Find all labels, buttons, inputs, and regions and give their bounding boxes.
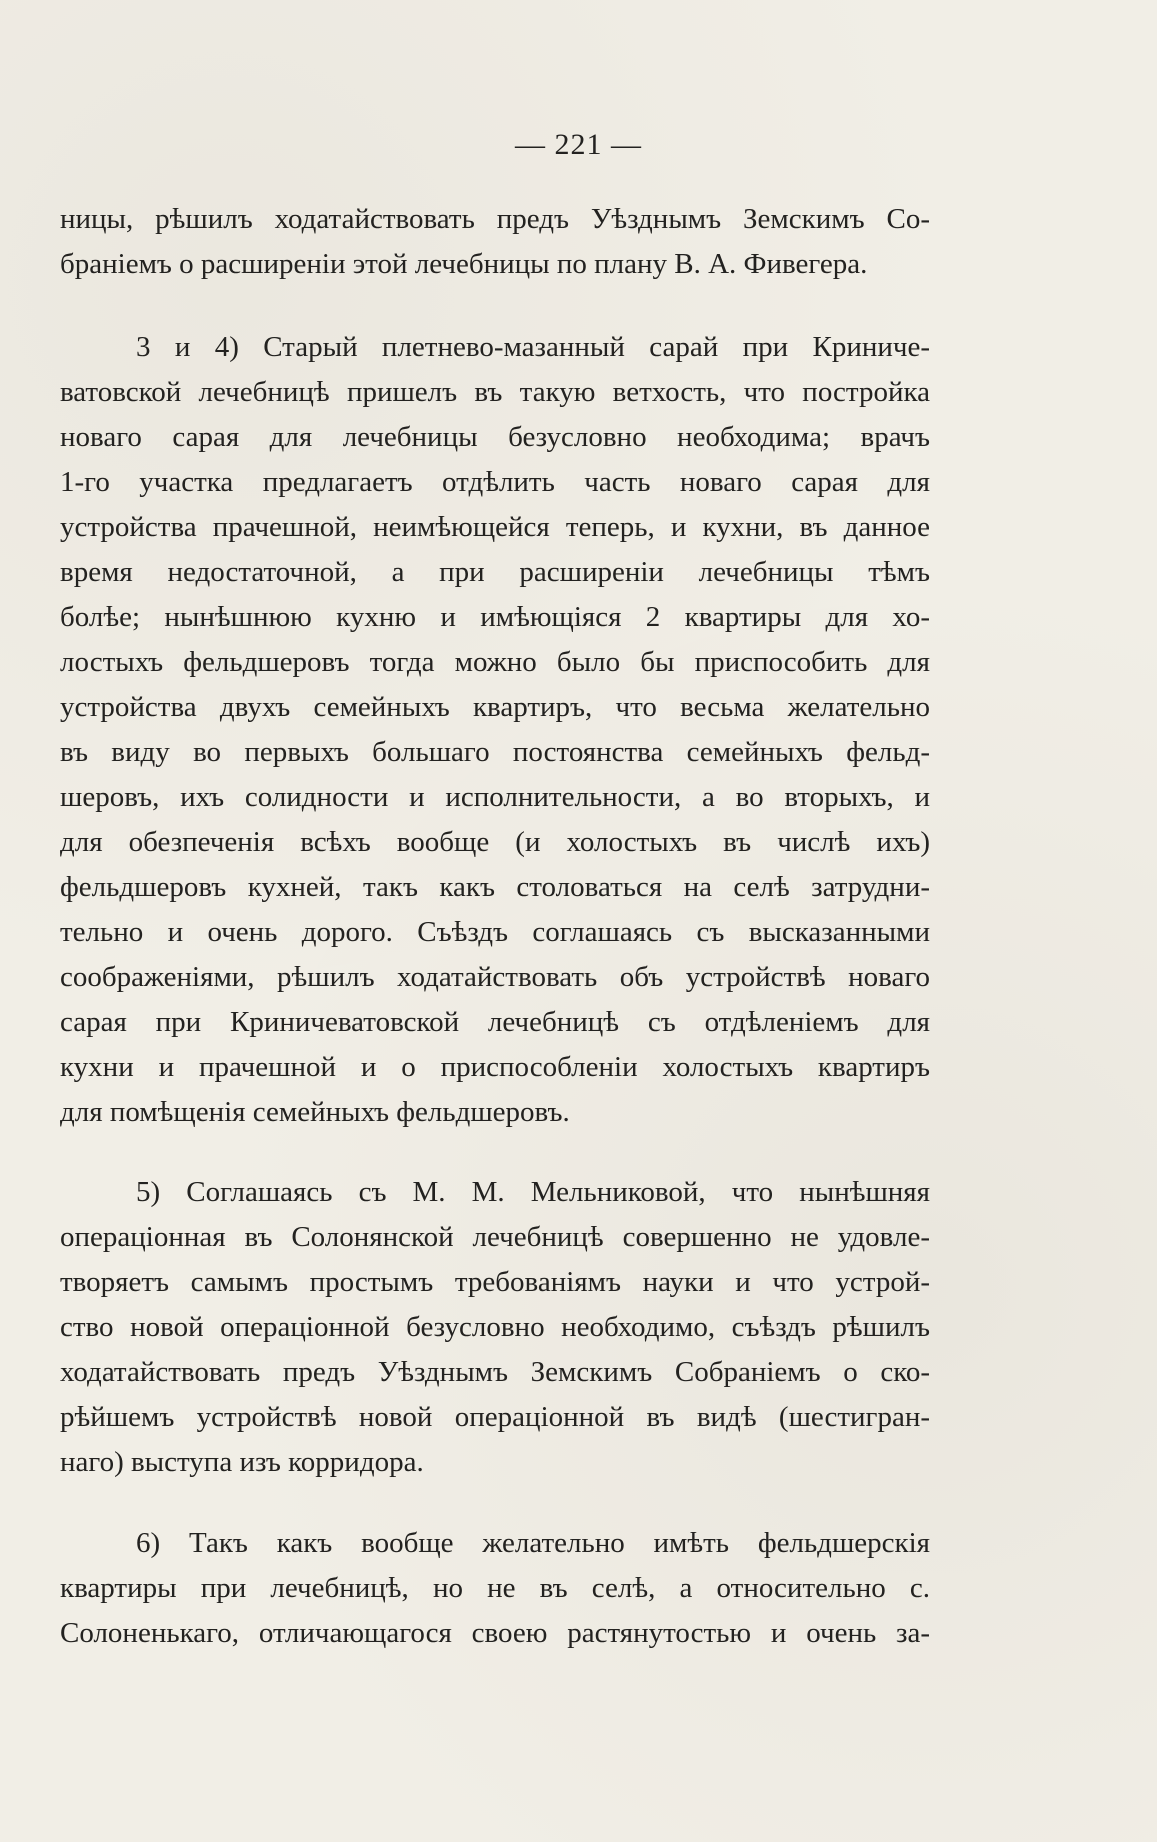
text-line: шеровъ, ихъ солидности и исполнительности, а во вторыхъ, и bbox=[60, 781, 930, 813]
paragraph-2 bbox=[60, 325, 930, 1135]
text-line: сарая при Криничеватовской лечебницѣ съ отдѣленіемъ для bbox=[60, 1006, 930, 1038]
text-line: рѣйшемъ устройствѣ новой операціонной въ видѣ (шестигран- bbox=[60, 1401, 930, 1433]
paragraph-1 bbox=[60, 197, 930, 287]
text-line: операціонная въ Солонянской лечебницѣ совершенно не удовле- bbox=[60, 1221, 930, 1253]
text-line: творяетъ самымъ простымъ требованіямъ науки и что устрой- bbox=[60, 1266, 930, 1298]
paragraph-4 bbox=[60, 1521, 930, 1656]
text-line: для обезпеченія всѣхъ вообще (и холостыхъ въ числѣ ихъ) bbox=[60, 826, 930, 858]
text-line: ходатайствовать предъ Уѣзднымъ Земскимъ Собраніемъ о ско- bbox=[60, 1356, 930, 1388]
text-line: время недостаточной, а при расширеніи лечебницы тѣмъ bbox=[60, 556, 930, 588]
text-line: Солоненькаго, отличающагося своею растянутостью и очень за- bbox=[60, 1617, 930, 1649]
text-line: 5) Соглашаясь съ М. М. Мельниковой, что нынѣшняя bbox=[136, 1176, 930, 1208]
text-line: для помѣщенія семейныхъ фельдшеровъ. bbox=[60, 1096, 570, 1128]
text-line: кухни и прачешной и о приспособленіи холостыхъ квартиръ bbox=[60, 1051, 930, 1083]
text-line: устройства двухъ семейныхъ квартиръ, что весьма желательно bbox=[60, 691, 930, 723]
text-line: браніемъ о расширеніи этой лечебницы по плану В. А. Фивегера. bbox=[60, 248, 868, 280]
text-line: въ виду во первыхъ большаго постоянства семейныхъ фельд- bbox=[60, 736, 930, 768]
paragraph-3 bbox=[60, 1170, 930, 1485]
text-line: ватовской лечебницѣ пришелъ въ такую ветхость, что постройка bbox=[60, 376, 930, 408]
text-line: новаго сарая для лечебницы безусловно необходима; врачъ bbox=[60, 421, 930, 453]
text-line: болѣе; нынѣшнюю кухню и имѣющіяся 2 квартиры для хо- bbox=[60, 601, 930, 633]
text-line: 3 и 4) Старый плетнево-мазанный сарай при Криниче- bbox=[136, 331, 930, 363]
text-line: соображеніями, рѣшилъ ходатайствовать объ устройствѣ новаго bbox=[60, 961, 930, 993]
text-line: устройства прачешной, неимѣющейся теперь, и кухни, въ данное bbox=[60, 511, 930, 543]
page-number: — 221 — bbox=[515, 128, 642, 161]
text-line: ницы, рѣшилъ ходатайствовать предъ Уѣзднымъ Земскимъ Со- bbox=[60, 203, 930, 235]
text-line: 1-го участка предлагаетъ отдѣлить часть новаго сарая для bbox=[60, 466, 930, 498]
text-line: лостыхъ фельдшеровъ тогда можно было бы приспособить для bbox=[60, 646, 930, 678]
text-line: наго) выступа изъ корридора. bbox=[60, 1446, 424, 1478]
text-line: тельно и очень дорого. Съѣздъ соглашаясь съ высказанными bbox=[60, 916, 930, 948]
text-line: ство новой операціонной безусловно необходимо, съѣздъ рѣшилъ bbox=[60, 1311, 930, 1343]
text-line: квартиры при лечебницѣ, но не въ селѣ, а относительно с. bbox=[60, 1572, 930, 1604]
text-line: 6) Такъ какъ вообще желательно имѣть фельдшерскія bbox=[136, 1527, 930, 1559]
text-line: фельдшеровъ кухней, такъ какъ столоваться на селѣ затрудни- bbox=[60, 871, 930, 903]
